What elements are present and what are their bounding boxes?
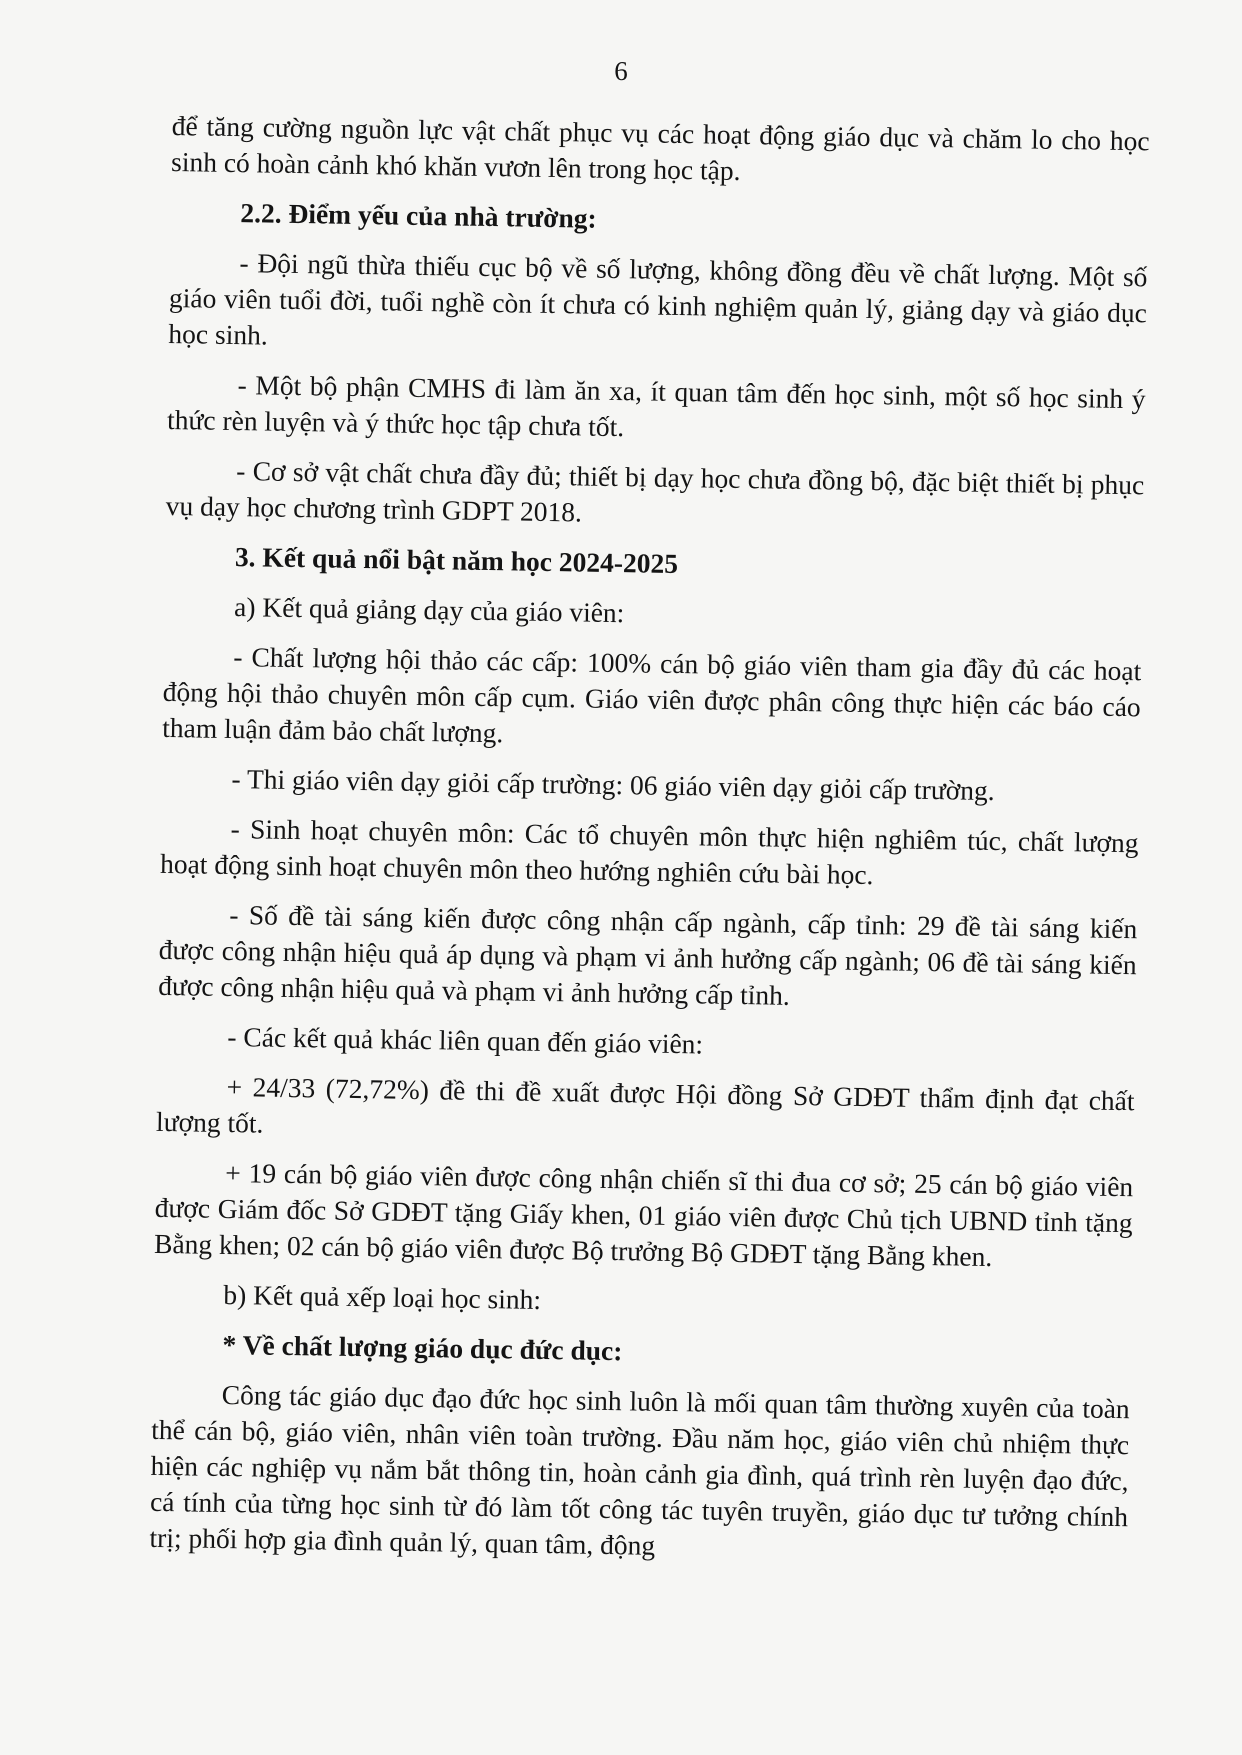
paragraph-professional-activities: - Sinh hoạt chuyên môn: Các tổ chuyên môn thực hiện nghiêm túc, chất lượng hoạt động sinh hoạt chuyên môn theo hướng nghiên cứu bài học.: [159, 813, 1139, 891]
page-number: 6: [614, 56, 628, 86]
paragraph-initiatives: - Số đề tài sáng kiến được công nhận cấp ngành, cấp tỉnh: 29 đề tài sáng kiến được công nhận hiệu quả áp dụng và phạm vi ảnh hưởng cấp ngành; 06 đề tài sáng kiến được công nhận hiệu quả và phạm vi ảnh hưởng cấp tỉnh.: [157, 899, 1138, 1011]
paragraph-awards: + 19 cán bộ giáo viên được công nhận chiến sĩ thi đua cơ sở; 25 cán bộ giáo viên được Giám đốc Sở GDĐT tặng Giấy khen, 01 giáo viên được Chủ tịch UBND tỉnh tặng Bằng khen; 02 cán bộ giáo viên được Bộ trưởng Bộ GDĐT tặng Bằng khen.: [153, 1156, 1134, 1273]
paragraph-moral-education: Công tác giáo dục đạo đức học sinh luôn là mối quan tâm thường xuyên của toàn thể cán bộ, giáo viên, nhân viên toàn trường. Đầu năm học, giáo viên chủ nhiệm thực hiện các nghiệp vụ nắm bắt thông tin, hoàn cảnh gia đình, quá trình rèn luyện đạo đức, cá tính của từng học sinh từ đó làm tốt công tác tuyên truyền, giáo dục tư tưởng chính trị; phối hợp gia đình quản lý, quan tâm, động: [149, 1378, 1130, 1561]
paragraph-staff-weakness: - Đội ngũ thừa thiếu cục bộ về số lượng, không đồng đều về chất lượng. Một số giáo viên tuổi đời, tuổi nghề còn ít chưa có kinh nghiệm quản lý, giảng dạy và giáo dục học sinh.: [168, 247, 1148, 351]
heading-weaknesses: 2.2. Điểm yếu của nhà trường:: [240, 197, 597, 234]
paragraph-exam-proposals: + 24/33 (72,72%) đề thi đề xuất được Hội đồng Sở GDĐT thẩm định đạt chất lượng tốt.: [155, 1070, 1135, 1139]
document-body: [149, 108, 1150, 1585]
paragraph-student-results: b) Kết quả xếp loại học sinh:: [223, 1278, 542, 1315]
paragraph-parents-weakness: - Một bộ phận CMHS đi làm ăn xa, ít quan tâm đến học sinh, một số học sinh ý thức rèn luyện và ý thức học tập chưa tốt.: [166, 369, 1146, 443]
paragraph-other-results: - Các kết quả khác liên quan đến giáo viên:: [227, 1020, 704, 1060]
heading-results: 3. Kết quả nổi bật năm học 2024-2025: [234, 541, 679, 580]
paragraph-seminars: - Chất lượng hội thảo các cấp: 100% cán bộ giáo viên tham gia đầy đủ các hoạt động hội thảo chuyên môn cấp cụm. Giáo viên được phân công thực hiện các báo cáo tham luận đảm bảo chất lượng.: [162, 641, 1142, 749]
paragraph-teaching-results: a) Kết quả giảng dạy của giáo viên:: [233, 591, 625, 629]
paragraph-good-teachers: - Thi giáo viên dạy giỏi cấp trường: 06 giáo viên dạy giỏi cấp trường.: [231, 763, 995, 807]
paragraph-facilities-weakness: - Cơ sở vật chất chưa đầy đủ; thiết bị dạy học chưa đồng bộ, đặc biệt thiết bị phục vụ dạy học chương trình GDPT 2018.: [165, 455, 1145, 528]
heading-moral-education: * Về chất lượng giáo dục đức dục:: [222, 1328, 623, 1367]
paragraph-intro: để tăng cường nguồn lực vật chất phục vụ các hoạt động giáo dục và chăm lo cho học sinh có hoàn cảnh khó khăn vươn lên trong học tập.: [170, 109, 1150, 186]
